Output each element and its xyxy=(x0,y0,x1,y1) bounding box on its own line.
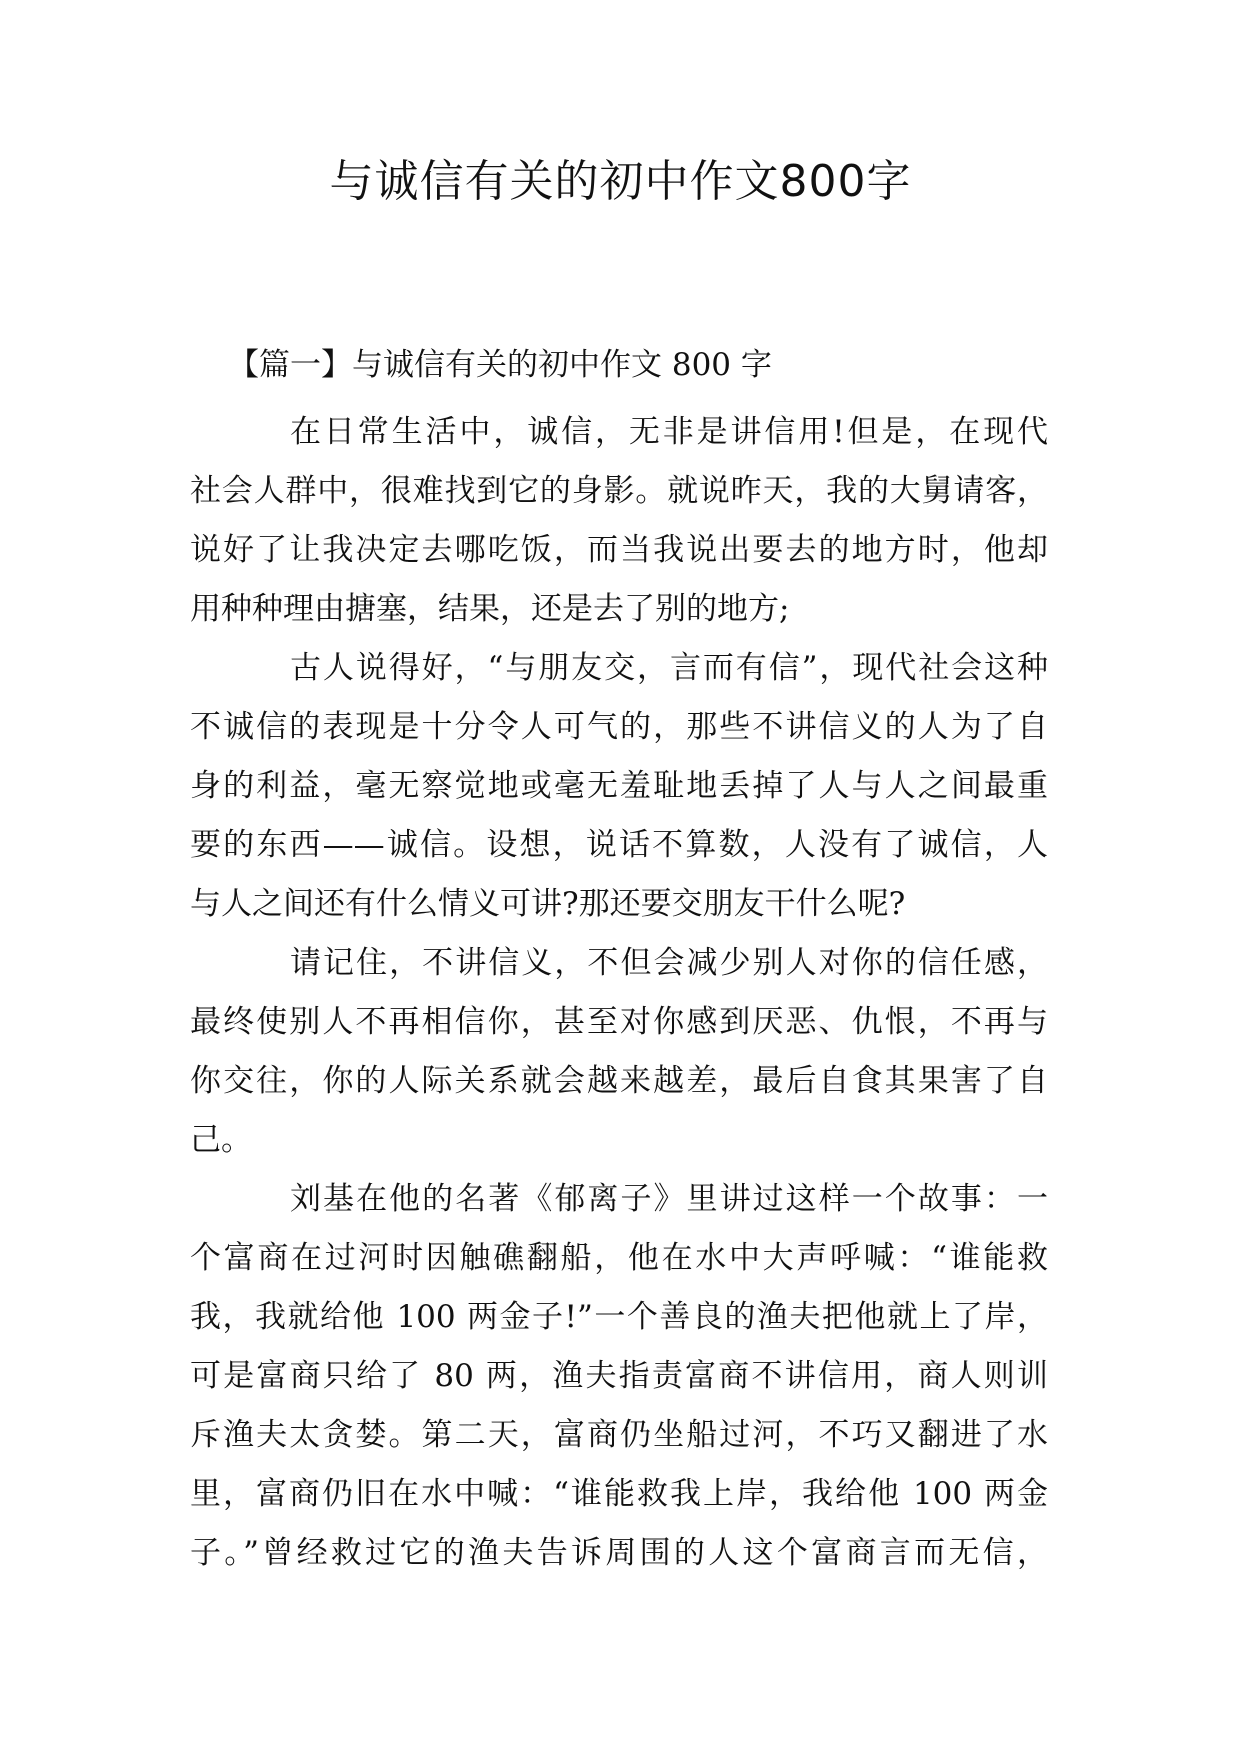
text-line: 要的东西——诚信。设想，说话不算数，人没有了诚信，人 xyxy=(190,827,1048,863)
text-line: 社会人群中，很难找到它的身影。就说昨天，我的大舅请客， xyxy=(190,473,1048,509)
text-line: 子。”曾经救过它的渔夫告诉周围的人这个富商言而无信， xyxy=(190,1535,1048,1571)
text-line: 可是富商只给了 80 两，渔夫指责富商不讲信用，商人则训 xyxy=(190,1358,1048,1394)
text-line: 说好了让我决定去哪吃饭，而当我说出要去的地方时，他却 xyxy=(190,532,1048,568)
text-line: 不诚信的表现是十分令人可气的，那些不讲信义的人为了自 xyxy=(190,709,1048,745)
text-line: 在日常生活中，诚信，无非是讲信用!但是，在现代 xyxy=(290,414,1048,450)
section-heading: 【篇一】与诚信有关的初中作文 800 字 xyxy=(228,347,772,383)
paragraph xyxy=(190,1170,1048,1583)
text-line: 斥渔夫太贪婪。第二天，富商仍坐船过河，不巧又翻进了水 xyxy=(190,1417,1048,1453)
text-line: 刘基在他的名著《郁离子》里讲过这样一个故事：一 xyxy=(290,1181,1048,1217)
text-line: 与人之间还有什么情义可讲?那还要交朋友干什么呢? xyxy=(190,886,906,922)
text-line: 里，富商仍旧在水中喊：“谁能救我上岸，我给他 100 两金 xyxy=(190,1476,1048,1512)
text-line: 我，我就给他 100 两金子!”一个善良的渔夫把他就上了岸， xyxy=(190,1299,1048,1335)
paragraph xyxy=(190,934,1048,1170)
text-line: 身的利益，毫无察觉地或毫无羞耻地丢掉了人与人之间最重 xyxy=(190,768,1048,804)
text-line: 你交往，你的人际关系就会越来越差，最后自食其果害了自 xyxy=(190,1063,1048,1099)
text-line: 最终使别人不再相信你，甚至对你感到厌恶、仇恨，不再与 xyxy=(190,1004,1048,1040)
text-line: 用种种理由搪塞，结果，还是去了别的地方; xyxy=(190,591,790,627)
text-line: 己。 xyxy=(190,1122,252,1158)
text-line: 个富商在过河时因触礁翻船，他在水中大声呼喊：“谁能救 xyxy=(190,1240,1048,1276)
paragraph xyxy=(190,403,1048,639)
essay-body xyxy=(190,403,1048,1583)
document-title: 与诚信有关的初中作文800字 xyxy=(329,156,912,207)
text-line: 请记住，不讲信义，不但会减少别人对你的信任感， xyxy=(290,945,1048,981)
paragraph xyxy=(190,639,1048,934)
text-line: 古人说得好，“与朋友交，言而有信”，现代社会这种 xyxy=(290,650,1048,686)
